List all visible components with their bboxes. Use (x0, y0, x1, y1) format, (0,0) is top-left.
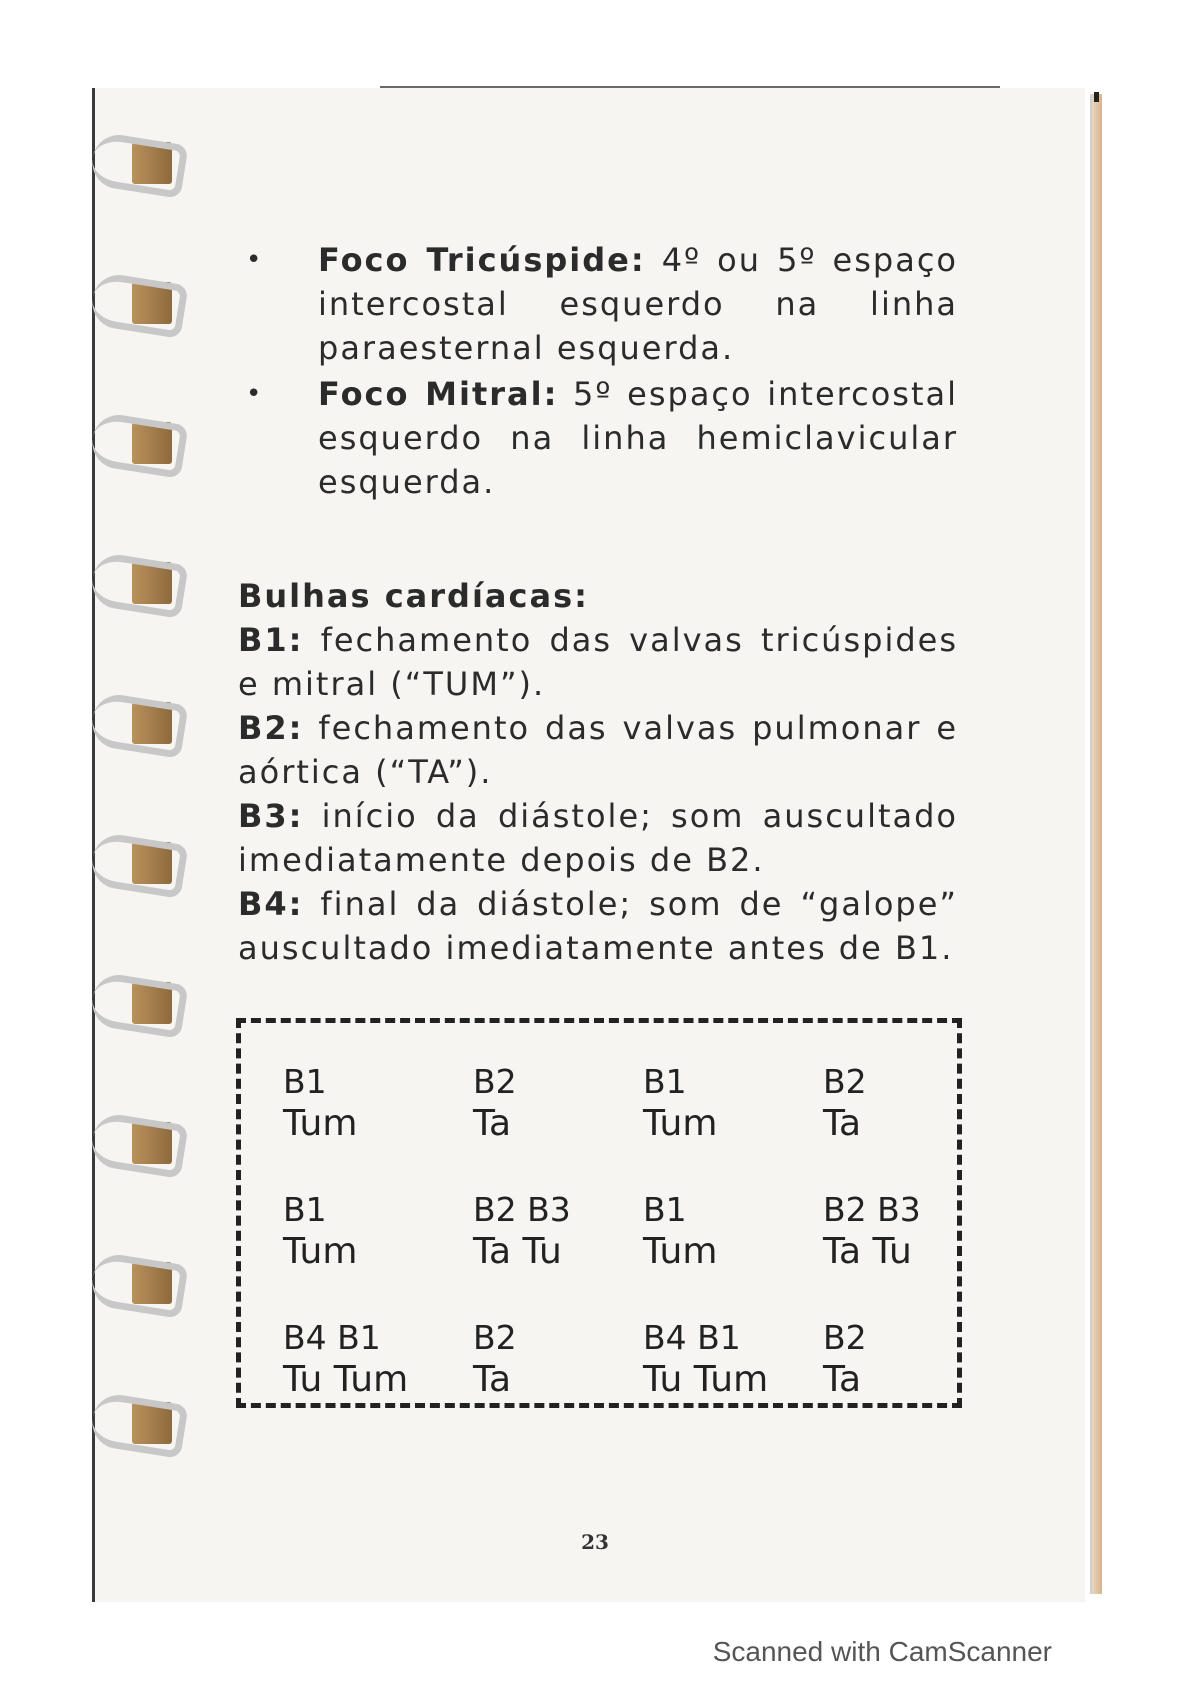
spiral-ring (92, 1108, 184, 1174)
paragraph-text: fechamento das valvas tricúspides e mitral (“TUM”). (238, 621, 958, 703)
bullet-dot-icon: • (246, 379, 264, 409)
grid-cell-sound: B2 (473, 1062, 517, 1101)
grid-cell (823, 1189, 933, 1273)
paragraph-label: B4: (238, 885, 304, 923)
grid-cell-sound: B2 (823, 1318, 867, 1357)
bullet-text: 5º espaço intercostal esquerdo na linha hemiclavicular esquerda. (318, 375, 959, 501)
page-right-edge (1090, 94, 1102, 1594)
grid-cell-sound: B1 (643, 1190, 687, 1229)
paragraph-label: B2: (238, 709, 304, 747)
paragraph-b2 (238, 706, 958, 794)
page-content (238, 238, 958, 970)
grid-cell-onomatopoeia: Ta (823, 1359, 862, 1400)
grid-cell (473, 1189, 643, 1273)
grid-cell-onomatopoeia: Tum (283, 1231, 358, 1272)
spiral-ring (92, 828, 184, 894)
grid-cell-sound: B2 B3 (823, 1190, 921, 1229)
grid-cell-onomatopoeia: Tu Tum (283, 1359, 409, 1400)
grid-cell-onomatopoeia: Tum (643, 1103, 718, 1144)
spiral-ring (92, 688, 184, 754)
bullet-text: 4º ou 5º espaço intercostal esquerdo na linha paraesternal esquerda. (318, 241, 959, 367)
spiral-ring (92, 1248, 184, 1314)
grid-cell-onomatopoeia: Ta (473, 1359, 512, 1400)
paragraph-b4 (238, 882, 958, 970)
spiral-ring (92, 1388, 184, 1454)
grid-cell-sound: B2 (823, 1062, 867, 1101)
spiral-ring (92, 548, 184, 614)
page-top-edge (380, 86, 1000, 88)
spiral-ring (92, 128, 184, 194)
grid-cell-onomatopoeia: Ta Tu (473, 1231, 562, 1272)
bullet-label: Foco Mitral: (318, 375, 559, 413)
spiral-ring (92, 968, 184, 1034)
spiral-ring (92, 268, 184, 334)
grid-cell (823, 1317, 933, 1401)
grid-cell-sound: B2 (473, 1318, 517, 1357)
foco-list (238, 238, 958, 504)
grid-cell (283, 1189, 473, 1273)
scanner-watermark: Scanned with CamScanner (712, 1636, 1052, 1667)
grid-cell (473, 1061, 643, 1145)
grid-cell (283, 1317, 473, 1401)
paragraph-text: final da diástole; som de “galope” auscultado imediatamente antes de B1. (238, 885, 958, 967)
grid-cell-sound: B4 B1 (283, 1318, 381, 1357)
bullet-foco-tricuspide (238, 238, 958, 370)
bullet-dot-icon: • (246, 245, 264, 275)
grid-cell-sound: B2 B3 (473, 1190, 571, 1229)
paragraph-b3 (238, 794, 958, 882)
bullet-foco-mitral (238, 372, 958, 504)
grid-cell (283, 1061, 473, 1145)
paragraph-label: B1: (238, 621, 304, 659)
grid-cell-sound: B1 (643, 1062, 687, 1101)
grid-cell-onomatopoeia: Tum (283, 1103, 358, 1144)
grid-cell-onomatopoeia: Ta (473, 1103, 512, 1144)
grid-cell-onomatopoeia: Tu Tum (643, 1359, 769, 1400)
grid-cell (823, 1061, 933, 1145)
page-number: 23 (581, 1530, 609, 1554)
grid-cell (643, 1317, 823, 1401)
grid-cell-onomatopoeia: Ta Tu (823, 1231, 912, 1272)
grid-cell-sound: B1 (283, 1062, 327, 1101)
section-title: Bulhas cardíacas: (238, 577, 589, 615)
grid-cell (643, 1189, 823, 1273)
grid-cell (473, 1317, 643, 1401)
bullet-label: Foco Tricúspide: (318, 241, 646, 279)
grid-cell-onomatopoeia: Ta (823, 1103, 862, 1144)
heart-sounds-grid (283, 1061, 933, 1401)
page-right-edge-cap (1094, 92, 1099, 102)
heart-sounds-box (236, 1018, 962, 1408)
grid-cell (643, 1061, 823, 1145)
paragraph-b1 (238, 618, 958, 706)
paragraph-text: fechamento das valvas pulmonar e aórtica (“TA”). (238, 709, 958, 791)
paragraph-label: B3: (238, 797, 304, 835)
paragraph-text: início da diástole; som auscultado imediatamente depois de B2. (238, 797, 958, 879)
grid-cell-onomatopoeia: Tum (643, 1231, 718, 1272)
grid-cell-sound: B4 B1 (643, 1318, 741, 1357)
spiral-ring (92, 408, 184, 474)
grid-cell-sound: B1 (283, 1190, 327, 1229)
